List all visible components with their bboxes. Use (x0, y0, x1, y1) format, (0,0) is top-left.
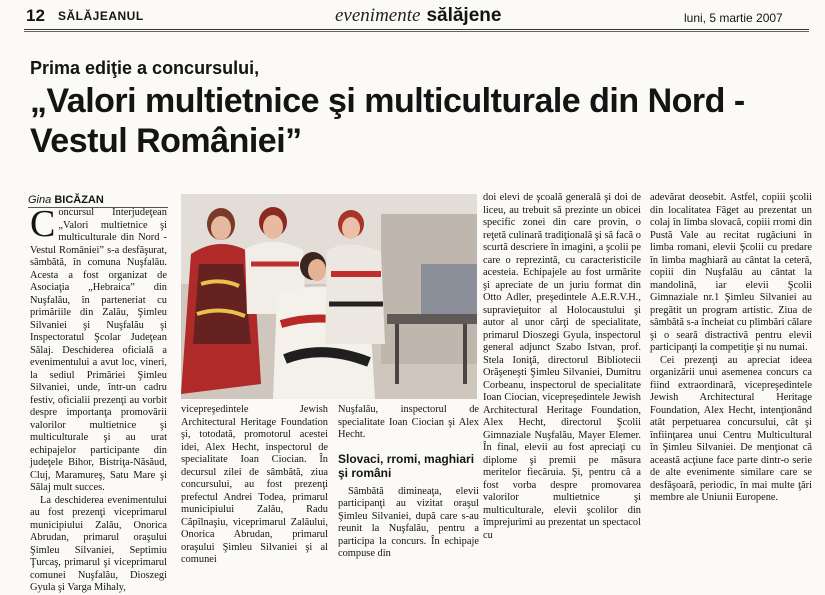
column-5-paragraph-1: adevărat deosebit. Astfel, copiii şcolii din localitatea Fâget au prezentat un colaj în limba slovacă, copiii rromi din Pustă Vale au recitat rugăciuni în limba romani, elevii Şcolii cu predare în limba maghiară au cântat la ceteră, copiii din Nuşfalău au cântat la mandolină, iar elevii Şcolii Gimnaziale nr.1 Şimleu Silvaniei au pregătit un program artistic. Ziua de sâmbătă s-a încheiat cu plimbări călare şi o seară distractivă pentru elevii participanţi la competiţie şi nu numai. (650, 192, 812, 353)
section-title-italic: evenimente (335, 5, 421, 26)
drop-cap: C (30, 203, 56, 245)
column-3-paragraph-2: Sâmbătă dimineaţa, elevii participanţi au vizitat oraşul Şimleu Silvaniei, după care s-au reunit la Nuşfalău, pentru a participa la concurs. În echipaje compuse din (338, 485, 479, 559)
section-title (335, 5, 501, 27)
article-kicker: Prima ediţie a concursului, (30, 58, 260, 78)
article-subheading: Slovaci, rromi, maghiari şi români (338, 451, 475, 480)
column-4-paragraph: doi elevi de şcoală generală şi doi de liceu, au trebuit să prezinte un obicei specific zonei din care provin, o reţetă culinară tradiţională şi să facă o scurtă descriere în imagini, a şcolii pe care o reprezintă, cu caracteristicile acesteia. Echipajele au fost urmărite şi apreciate de un juriu format din Otto Adler, preşedintele A.E.R.V.H., supravieţuitor al Holocaustului şi autor al unor cărţi de specialitate, primarul Dioszegi Gyula, inspectorul general adjunct Szabo Istvan, prof. Stela Ioniţă, directorul Bibliotecii Orăşeneşti Şimleu Silvaniei, Dumitru Corbeanu, inspectorul de specialitate Ioan Ciocian, vicepreşedintele Jewish Architectural Heritage Foundation, Alex Hecht, directorul Şcolii Gimnaziale Nuşfalău, Mayer Elemer. În final, elevii au fost apreciaţi cu diplome şi premii pe măsura meritelor fiecăruia. Şi, pentru că a fost vorba despre promovarea valorilor multietnice şi multiculturale, elevii şcolilor din împrejurimi au prezentat un spectacol cu (483, 192, 641, 541)
article-column-1 (30, 203, 167, 593)
column-1-paragraph-2: La deschiderea evenimentului au fost prezenţi viceprimarul municipiului Zalău, Onorica Abrudan, primarul oraşului Şimleu Silvaniei, Septimiu Ţurcaş, primarul şi viceprimarul comunei Nuşfalău, Dioszegi Gyula şi Varga Mihaly, (30, 494, 167, 593)
header-rule-thin (24, 31, 809, 32)
newspaper-name: SĂLĂJEANUL (58, 9, 144, 23)
issue-date: luni, 5 martie 2007 (684, 11, 783, 25)
article-photo (181, 194, 477, 399)
column-1-paragraph-1: oncursul Interjudeţean „Valori multietnice şi multiculturale din Nord - Vestul României” s-a desfăşurat, sâmbătă, în comuna Nuşfalău. Acesta a fost organizat de Asociaţia „Hebraica” din Nuşfalău, în parteneriat cu primăriile din Zalău, Şimleu Silvaniei şi Nuşfalău şi Inspectoratul Şcolar Judeţean Sălaj. Deschiderea oficială a evenimentului a avut loc, vineri, la sediul Primăriei Şimleu Silvaniei, unde, într-un cadru festiv, oficialii prezenţi au vorbit despre importanţa promovării valorilor multietnice şi multiculturale şi au urat echipajelor participante din judeţele Bihor, Bistriţa-Năsăud, Cluj, Maramureş, Satu Mare şi Sălaj mult succes. (30, 207, 167, 493)
article-column-5 (650, 192, 812, 538)
article-column-4 (483, 192, 641, 541)
byline-first-name: Gina (28, 194, 52, 206)
column-3-paragraph-1: Nuşfalău, inspectorul de specialitate Ioan Ciocian şi Alex Hecht. (338, 404, 479, 440)
column-2-paragraph: vicepreşedintele Jewish Architectural Heritage Foundation şi, totodată, promotorul acestei idei, Alex Hecht, inspectorul de specialitate Ioan Ciocian. În decursul zilei de sâmbătă, ziua concursului, au fost prezenţi prefectul Andrei Todea, primarul municipiului Zalău, Radu Căpîlnaşiu, viceprimarul Zalăului, Onorica Abrudan, primarul oraşului Şimleu Silvaniei şi al comunei (181, 404, 328, 565)
header-rule (24, 29, 809, 30)
page-number: 12 (26, 6, 45, 25)
article-column-3 (338, 404, 479, 559)
section-title-bold: sălăjene (426, 5, 502, 26)
byline-last-name: BICĂZAN (54, 194, 104, 206)
article-column-2 (181, 404, 328, 565)
article-title: „Valori multietnice şi multiculturale din Nord - Vestul României” (30, 82, 745, 160)
folk-costume-girls-photo (181, 194, 477, 399)
column-5-paragraph-2: Cei prezenţi au apreciat ideea organizării unui asemenea concurs ca fiind extraordinară, vicepreşedintele Jewish Architectural Heritage Foundation, Alex Hecht, intenţionând atât perpetuarea concursului, cât şi înfiinţarea unui Centru Multicultural în Şimleu Silvaniei. De menţionat că această acţiune face parte dintr-o serie de alte evenimente similare care se desfăşoară, periodic, în mai multe ţări membre ale Uniunii Europene. (650, 354, 812, 503)
